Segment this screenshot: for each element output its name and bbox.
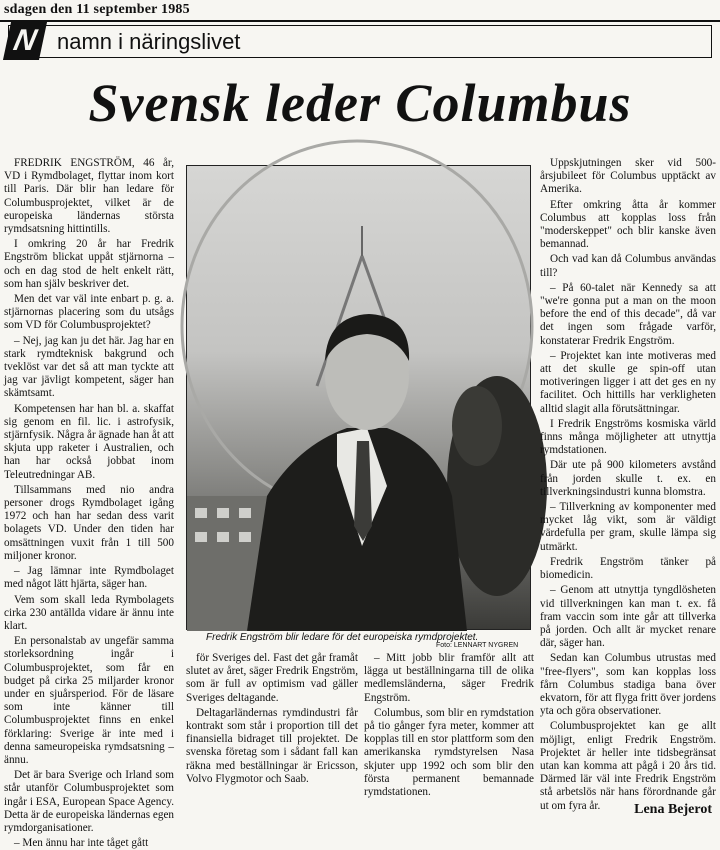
paragraph: Columbusprojektet kan ge allt möjligt, enligt Fredrik Engström. Projektet är heller inte tidsbegränsat utan kan komma att pågå i 20 års tid. Därmed lär väl inte Fredrik Engström stå arbetslös när hans förordnande går ut om fyra år.: [540, 720, 716, 812]
section-header: [8, 25, 712, 58]
photo-caption: Fredrik Engström blir ledare för det europeiska rymdprojektet.: [206, 632, 479, 643]
article-column-middle-right: [364, 652, 534, 827]
paragraph: – Nej, jag kan ju det här. Jag har en stark rymdteknisk bakgrund och tveklöst var det så att man tyckte att jag var jävligt kompetent, säger han skämtsamt.: [4, 334, 174, 400]
paragraph: Columbus, som blir en rymdstation på tio gånger fyra meter, kommer att kopplas till en stor plattform som den amerikanska rymdstyrelsen Nasa skjuter upp 1992 och som blir den första permanent bemannade rymdstationen.: [364, 706, 534, 799]
photo-illustration: [187, 166, 532, 631]
paragraph: FREDRIK ENGSTRÖM, 46 år, VD i Rymdbolaget, flyttar inom kort till Paris. Där blir han ledare för Columbusprojektet, vilket är de europeiska ländernas största rymdsatsning hittintills.: [4, 157, 174, 236]
paragraph: I Fredrik Engströms kosmiska värld finns många möjligheter att utnyttja rymdstationen.: [540, 417, 716, 457]
byline: Lena Bejerot: [634, 802, 712, 817]
dateline: sdagen den 11 september 1985: [4, 2, 190, 17]
paragraph: Deltagarländernas rymdindustri får kontrakt som står i proportion till det finansiella bidraget till projektet. De svenska företag som i sådant fall kan räkna med beställningar är Ericsson, Volvo Flygmotor och Saab.: [186, 706, 358, 785]
section-logo: N: [3, 22, 47, 60]
paragraph: Där ute på 900 kilometers avstånd från jorden skulle t. ex. en tillverkningsindustri kunna blomstra.: [540, 459, 716, 498]
paragraph: Efter omkring åtta år kommer Columbus att kopplas loss från "moderskeppet" och blir kanske även bemannad.: [540, 198, 716, 251]
paragraph: Men det var väl inte enbart p. g. a. stjärnornas placering som du utsågs som VD för Columbusprojektet?: [4, 293, 174, 332]
paragraph: – Genom att utnyttja tyngdlösheten vid tillverkningen kan man t. ex. få fram vaccin som inte går att tillverka på jorden. Och allt är mycket renare där, säger han.: [540, 584, 716, 650]
paragraph: – På 60-talet när Kennedy sa att "we're gonna put a man on the moon before the end of this decade", då var det ingen som frågade varför, konstaterar Fredrik Engström.: [540, 281, 716, 347]
paragraph: – Mitt jobb blir framför allt att lägga ut beställningarna till de olika medlemsländerna, säger Fredrik Engström.: [364, 652, 534, 704]
paragraph: Uppskjutningen sker vid 500-årsjubileet för Columbus upptäckt av Amerika.: [540, 157, 716, 196]
paragraph: Tillsammans med nio andra personer drogs Rymdbolaget igång 1972 och han har sedan dess varit bolagets VD. Under den tiden har omsättningen vuxit från 1 till 500 miljoner kronor.: [4, 483, 174, 562]
paragraph: Och vad kan då Columbus användas till?: [540, 253, 716, 279]
paragraph: för Sveriges del. Fast det går framåt slutet av året, säger Fredrik Engström, som är full av optimism vad gäller Sveriges deltagande.: [186, 652, 358, 704]
paragraph: – Tillverkning av komponenter med mycket låg vikt, som är väldigt värdefulla per gram, skulle lämpa sig utmärkt.: [540, 501, 716, 553]
paragraph: Sedan kan Columbus utrustas med "free-flyers", som kan kopplas loss fårn Columbus stadiga bana över ekvatorn, för att flyga fritt över jordens yta och göra observationer.: [540, 652, 716, 718]
paragraph: – Men ännu har inte tåget gått: [14, 837, 149, 850]
paragraph: – Projektet kan inte motiveras med att det skulle ge spin-off utan motiveringen ligger i att det ges en ny facilitet. Och hittills har verkligheten alltid slagit alla förutsättningar.: [540, 349, 716, 415]
section-label: namn i näringslivet: [57, 29, 241, 54]
paragraph: Det är bara Sverige och Irland som står utanför Columbusprojektet som ingår i ESA, European Space Agency. Detta är de europeiska ländernas egen rymdorganisationer.: [4, 769, 174, 834]
article-column-middle-left: [186, 652, 358, 827]
paragraph: Kompetensen har han bl. a. skaffat sig genom en fil. lic. i astrofysik, stjärnfysik. Några år ägnade han åt att skjuta upp raketer i Australien, och han har också jobbat inom Teleutredningar AB.: [4, 402, 174, 481]
top-rule: [0, 20, 720, 22]
headline: Svensk leder Columbus: [88, 73, 632, 133]
paragraph: Vem som skall leda Rymbolagets cirka 230 antällda vidare är ännu inte klart.: [4, 593, 174, 632]
portrait-photo: [186, 165, 531, 630]
paragraph: En personalstab av ungefär samma storleksordning ingår i Columbusprojektet, som får en budget på cirka 25 miljarder kronor under en sjuårsperiod. För de läsare som inte känner till Columbusprojektet finns en enkel förklaring: Sverige är inte med i denna sameuropeiska rymdsatsning – ännu.: [4, 635, 174, 766]
article-column-left: [4, 157, 174, 850]
photo-credit: Foto: LENNART NYGREN: [436, 642, 519, 649]
paragraph: Fredrik Engström tänker på biomedicin.: [540, 555, 716, 582]
paragraph: I omkring 20 år har Fredrik Engström blickat uppåt stjärnorna – och en dag stod de helt enkelt rätt, som han själv beskriver det.: [4, 238, 174, 290]
paragraph: – Jag lämnar inte Rymdbolaget med något lätt hjärta, säger han.: [4, 565, 174, 591]
